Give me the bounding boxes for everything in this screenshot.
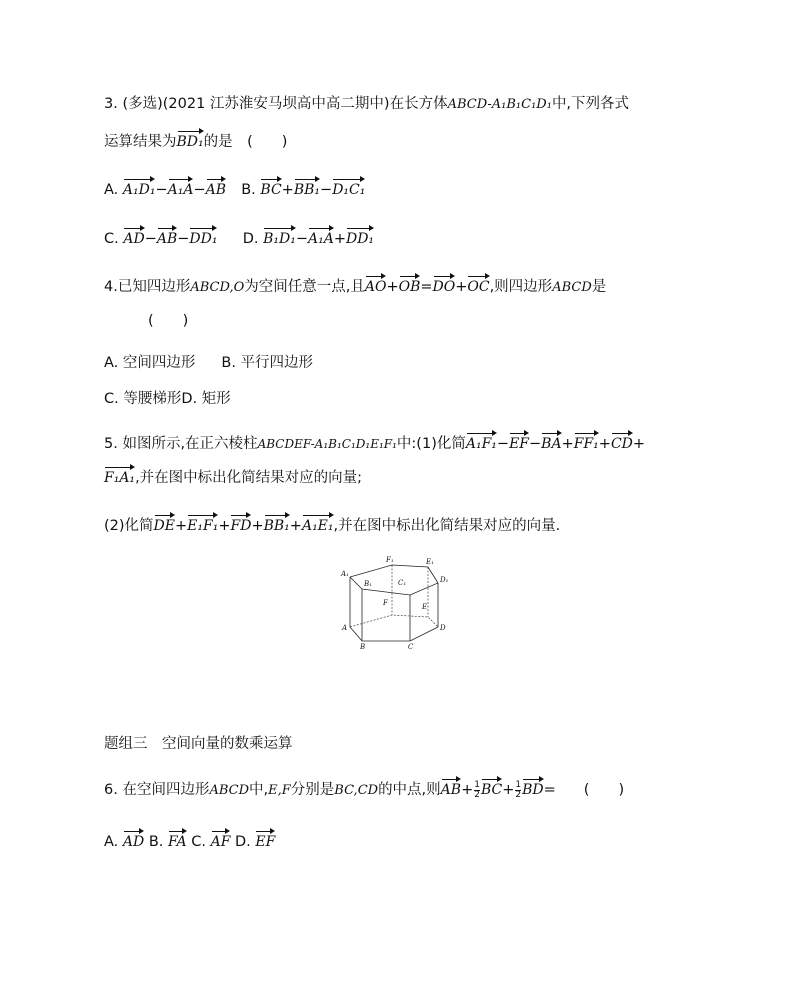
label-b: B [360, 643, 366, 651]
vector-term: DO [433, 273, 456, 294]
label-e1: E₁ [426, 558, 434, 566]
vector-term: FA [168, 828, 187, 849]
q4-options-cd [104, 389, 231, 409]
vector-term: AB [157, 225, 177, 246]
q3-line2: 运算结果为BD₁的是 ( ) [104, 128, 287, 152]
option-b[interactable]: B. 平行四边形 [221, 355, 314, 371]
vector-term: AO [365, 273, 387, 294]
vector-term: D₁C₁ [332, 176, 365, 197]
option-a[interactable]: A. A₁D₁−A₁A−AB [104, 182, 226, 198]
fraction-half: $\frac{1}{2}$ [474, 779, 480, 800]
option-b[interactable]: B. FA [149, 834, 187, 850]
vector-term: F₁A₁ [104, 464, 135, 485]
option-b[interactable]: B. BC+BB₁−D₁C₁ [241, 182, 365, 198]
label-e: E [422, 603, 428, 611]
q4-options-ab [104, 353, 313, 373]
q3-options-ab [104, 176, 365, 200]
label-d1: D₁ [440, 576, 449, 584]
solid-name: ABCD-A₁B₁C₁D₁ [447, 97, 552, 112]
vector-term: DD₁ [189, 225, 217, 246]
option-a[interactable]: A. 空间四边形 [104, 355, 196, 371]
vector-term: BD [522, 776, 544, 797]
vector-term: BA [541, 430, 561, 451]
label-a: A [342, 624, 348, 632]
vector-term: A₁D₁ [123, 176, 156, 197]
label-f: F [383, 599, 388, 607]
vector-term: OC [467, 273, 489, 294]
vector-term: B₁D₁ [263, 225, 296, 246]
label-a1: A₁ [341, 570, 349, 578]
q5-line2: F₁A₁,并在图中标出化简结果对应的向量; [104, 464, 362, 488]
option-d[interactable]: D. EF [235, 834, 275, 850]
q5-line3: (2)化简DE+E₁F₁+FD+BB₁+A₁E₁,并在图中标出化简结果对应的向量. [104, 512, 560, 536]
vector-term: E₁F₁ [187, 512, 218, 533]
q5-line1: 5. 如图所示,在正六棱柱ABCDEF-A₁B₁C₁D₁E₁F₁中:(1)化简A₁F₁−EF−BA+FF₁+CD+ [104, 430, 645, 454]
vector-term: A₁A [308, 225, 334, 246]
label-f1: F₁ [386, 556, 394, 564]
section-title: 题组三 空间向量的数乘运算 [104, 736, 293, 752]
vector-term: BC [481, 776, 502, 797]
vector-term: DD₁ [346, 225, 374, 246]
vector-term: AD [123, 225, 144, 246]
q6-line1: 6. 在空间四边形ABCD中,E,F分别是BC,CD的中点,则AB+ $\frac{1}{2}$ BC+ $\frac{1}{2}$ BD= ( ) [104, 776, 624, 801]
vector-term: AB [441, 776, 461, 797]
vector-term: OB [399, 273, 421, 294]
vector-term: CD [611, 430, 633, 451]
vector-term: AB [206, 176, 226, 197]
vector-term: BB₁ [264, 512, 290, 533]
vector-term: A₁E₁ [302, 512, 334, 533]
vector-term: DE [154, 512, 175, 533]
option-c[interactable]: C. AF [191, 834, 230, 850]
label-c: C [408, 643, 414, 651]
option-c[interactable]: C. 等腰梯形 [104, 391, 182, 407]
vector-term: AF [211, 828, 231, 849]
option-a[interactable]: A. AD [104, 834, 144, 850]
vector-term: BB₁ [294, 176, 320, 197]
label-d: D [440, 624, 446, 632]
vector-term: EF [255, 828, 275, 849]
hexagonal-prism-figure [340, 555, 452, 651]
option-d[interactable]: D. 矩形 [181, 391, 231, 407]
vector-term: AD [123, 828, 144, 849]
fraction-half: $\frac{1}{2}$ [515, 779, 522, 800]
q3-options-cd [104, 225, 374, 249]
vector-term: A₁A [168, 176, 194, 197]
vector-term: A₁F₁ [466, 430, 497, 451]
option-d[interactable]: D. B₁D₁−A₁A+DD₁ [243, 231, 374, 247]
q6-options [104, 828, 275, 852]
q4-line1: 4.已知四边形ABCD,O为空间任意一点,且AO+OB=DO+OC,则四边形ABCD是 [104, 273, 606, 298]
vector-bd1: BD₁ [177, 128, 204, 149]
vector-term: FF₁ [574, 430, 599, 451]
vector-term: FD [230, 512, 251, 533]
q4-answer-paren: ( ) [148, 313, 189, 329]
q3-line1: 3. (多选)(2021 江苏淮安马坝高中高二期中)在长方体ABCD-A₁B₁C₁D₁中,下列各式 [104, 96, 630, 112]
label-b1: B₁ [364, 580, 372, 588]
option-c[interactable]: C. AD−AB−DD₁ [104, 231, 217, 247]
vector-term: BC [260, 176, 281, 197]
vector-term: EF [509, 430, 529, 451]
label-c1: C₁ [398, 579, 407, 587]
